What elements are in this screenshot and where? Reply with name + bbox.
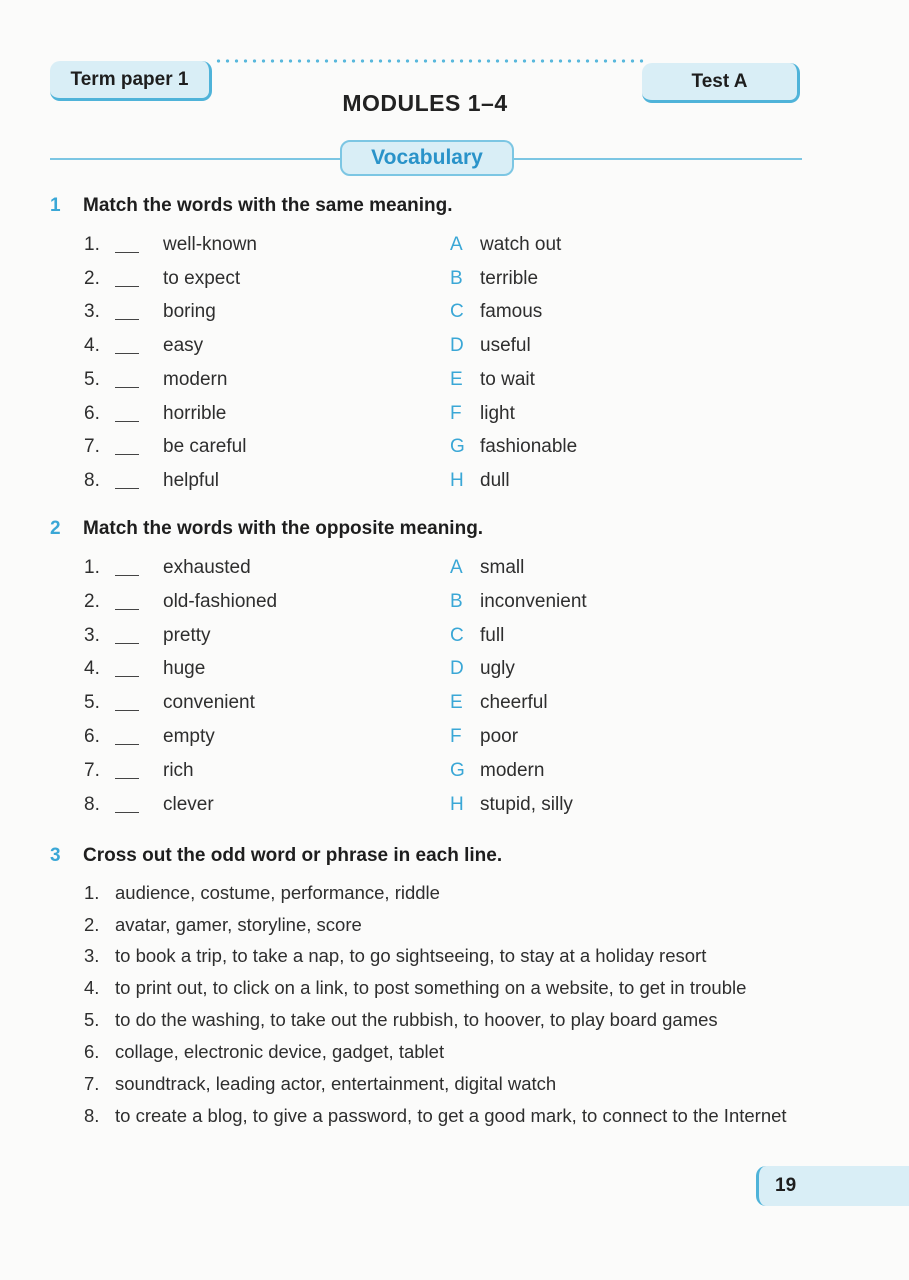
term-paper-label: Term paper 1 [70, 68, 189, 90]
option-word: ugly [480, 658, 515, 680]
answer-blank[interactable] [115, 643, 139, 644]
item-number: 8. [84, 469, 100, 491]
option-letter: A [450, 557, 463, 578]
option-word: useful [480, 335, 531, 357]
item-number: 7. [84, 759, 100, 781]
item-word: boring [163, 301, 216, 323]
section-rule-left [50, 158, 340, 160]
dotted-divider [214, 59, 644, 63]
page-title: MODULES 1–4 [342, 90, 508, 116]
exercise-3-title [50, 845, 502, 867]
item-word: modern [163, 368, 228, 390]
option-word: fashionable [480, 436, 578, 458]
item-number: 2. [84, 267, 100, 289]
answer-blank[interactable] [115, 286, 139, 287]
option-word: small [480, 557, 525, 578]
answer-blank[interactable] [115, 609, 139, 610]
item-number: 8. [84, 1105, 100, 1126]
section-heading-label: Vocabulary [371, 146, 483, 169]
page-number-tab [756, 1166, 909, 1206]
option-letter: H [450, 469, 464, 491]
item-number: 4. [84, 658, 100, 680]
option-word: dull [480, 469, 510, 491]
option-letter: B [450, 267, 463, 289]
item-number: 8. [84, 793, 100, 815]
item-word: exhausted [163, 557, 251, 578]
item-word: huge [163, 658, 206, 680]
match-row [84, 403, 644, 433]
item-text[interactable]: collage, electronic device, gadget, tablet [115, 1041, 445, 1062]
match-row [84, 726, 644, 756]
option-word: watch out [480, 234, 562, 255]
item-number: 6. [84, 1041, 100, 1062]
option-letter: C [450, 301, 464, 323]
match-row [84, 369, 644, 399]
answer-blank[interactable] [115, 744, 139, 745]
item-number: 1. [84, 882, 100, 903]
term-paper-tab [50, 61, 212, 101]
item-word: be careful [163, 436, 247, 458]
match-row [84, 760, 644, 790]
option-letter: A [450, 234, 463, 255]
item-word: helpful [163, 469, 219, 491]
item-number: 1. [84, 557, 100, 578]
item-number: 5. [84, 692, 100, 714]
item-number: 7. [84, 436, 100, 458]
answer-blank[interactable] [115, 387, 139, 388]
exercise-1-title [50, 195, 453, 217]
exercise-number: 3 [50, 845, 61, 866]
option-letter: E [450, 368, 463, 390]
item-number: 5. [84, 1009, 100, 1030]
answer-blank[interactable] [115, 778, 139, 779]
exercise-instruction: Cross out the odd word or phrase in each line. [83, 845, 503, 866]
item-number: 3. [84, 945, 100, 966]
section-heading [340, 140, 514, 176]
match-row [84, 658, 644, 688]
answer-blank[interactable] [115, 252, 139, 253]
match-row [84, 625, 644, 655]
item-number: 4. [84, 977, 100, 998]
option-word: light [480, 402, 515, 424]
item-word: pretty [163, 624, 211, 646]
option-word: modern [480, 759, 545, 781]
match-row [84, 436, 644, 466]
item-word: to expect [163, 267, 241, 289]
item-text[interactable]: to book a trip, to take a nap, to go sightseeing, to stay at a holiday resort [115, 945, 707, 966]
option-word: poor [480, 726, 519, 747]
exercise-instruction: Match the words with the same meaning. [83, 195, 453, 216]
option-word: cheerful [480, 692, 548, 714]
match-row [84, 692, 644, 722]
option-letter: F [450, 726, 462, 747]
item-number: 5. [84, 368, 100, 390]
match-row [84, 301, 644, 331]
option-word: famous [480, 301, 543, 323]
item-text[interactable]: to print out, to click on a link, to post something on a website, to get in trouble [115, 977, 747, 998]
option-letter: F [450, 402, 462, 424]
item-text[interactable]: to do the washing, to take out the rubbish, to hoover, to play board games [115, 1009, 718, 1030]
item-number: 2. [84, 914, 100, 935]
answer-blank[interactable] [115, 319, 139, 320]
option-word: stupid, silly [480, 793, 573, 815]
match-row [84, 557, 644, 587]
answer-blank[interactable] [115, 710, 139, 711]
match-row [84, 470, 644, 500]
item-number: 4. [84, 335, 100, 357]
option-letter: G [450, 759, 465, 781]
option-word: inconvenient [480, 590, 587, 612]
option-word: terrible [480, 267, 539, 289]
item-word: well-known [163, 234, 257, 255]
item-text[interactable]: audience, costume, performance, riddle [115, 882, 440, 903]
answer-blank[interactable] [115, 676, 139, 677]
item-text[interactable]: soundtrack, leading actor, entertainment, digital watch [115, 1073, 557, 1094]
item-number: 3. [84, 301, 100, 323]
item-text[interactable]: to create a blog, to give a password, to get a good mark, to connect to the Internet [115, 1105, 787, 1126]
item-number: 2. [84, 590, 100, 612]
item-number: 1. [84, 234, 100, 255]
item-word: easy [163, 335, 204, 357]
match-row [84, 335, 644, 365]
exercise-2-title [50, 518, 483, 540]
item-word: convenient [163, 692, 255, 714]
item-number: 7. [84, 1073, 100, 1094]
option-letter: D [450, 335, 464, 357]
answer-blank[interactable] [115, 421, 139, 422]
answer-blank[interactable] [115, 353, 139, 354]
option-word: to wait [480, 368, 535, 390]
match-row [84, 268, 644, 298]
item-word: rich [163, 759, 194, 781]
item-word: horrible [163, 402, 227, 424]
option-letter: E [450, 692, 463, 714]
exercise-instruction: Match the words with the opposite meaning. [83, 518, 484, 539]
item-word: old-fashioned [163, 590, 278, 612]
option-letter: G [450, 436, 465, 458]
item-number: 3. [84, 624, 100, 646]
answer-blank[interactable] [115, 488, 139, 489]
answer-blank[interactable] [115, 454, 139, 455]
exercise-number: 1 [50, 195, 61, 216]
item-word: clever [163, 793, 214, 815]
section-rule-right [512, 158, 802, 160]
match-row [84, 794, 644, 824]
option-letter: H [450, 793, 464, 815]
test-label: Test A [691, 70, 748, 92]
page-number: 19 [775, 1175, 797, 1196]
item-number: 6. [84, 726, 100, 747]
test-tab [642, 63, 800, 103]
option-word: full [480, 624, 505, 646]
option-letter: D [450, 658, 464, 680]
item-number: 6. [84, 402, 100, 424]
answer-blank[interactable] [115, 575, 139, 576]
option-letter: B [450, 590, 463, 612]
exercise-number: 2 [50, 518, 61, 539]
answer-blank[interactable] [115, 812, 139, 813]
match-row [84, 234, 644, 264]
item-text[interactable]: avatar, gamer, storyline, score [115, 914, 362, 935]
option-letter: C [450, 624, 464, 646]
item-word: empty [163, 726, 215, 747]
match-row [84, 591, 644, 621]
